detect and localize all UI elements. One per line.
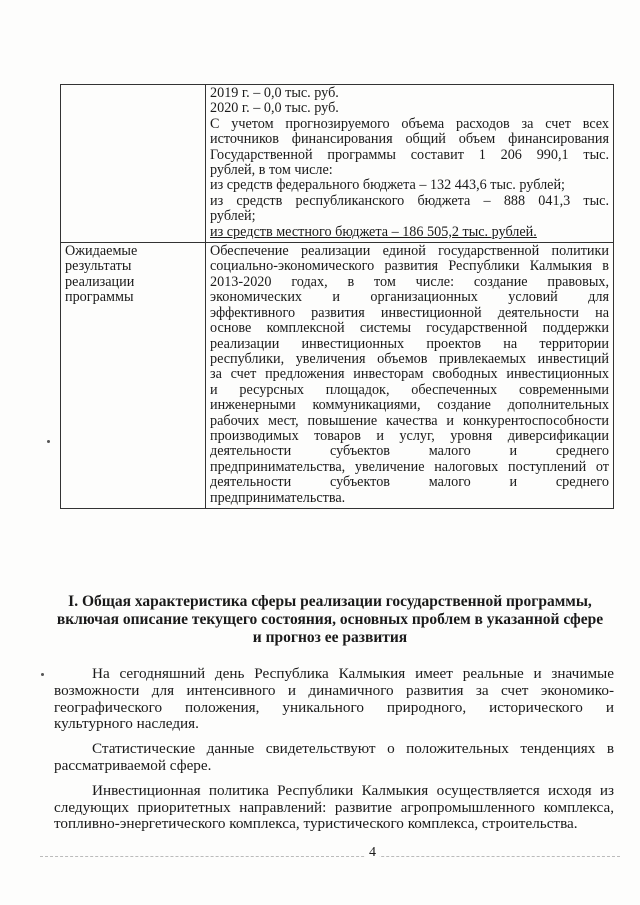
paragraph-line: рассматриваемой сфере. xyxy=(54,756,212,774)
result-line: республики, увеличения объемов привлекаемых инвестиций xyxy=(210,350,609,367)
paragraph-3 xyxy=(54,783,614,833)
paragraph-line: Инвестиционная политика Республики Калмыкия осуществляется исходя из xyxy=(92,781,614,799)
paragraph-line: следующих приоритетных направлений: развитие агропромышленного комплекса, xyxy=(54,798,614,816)
financing-line: 2019 г. – 0,0 тыс. руб. xyxy=(210,85,339,101)
result-line: 2013-2020 годах, в том числе: создание правовых, xyxy=(210,273,609,290)
paragraph-2 xyxy=(54,741,614,775)
financing-line: источников финансирования общий объем финансирования xyxy=(210,131,609,148)
result-line: социально-экономического развития Республики Калмыкия в xyxy=(210,258,609,275)
financing-line: из средств местного бюджета – 186 505,2 тыс. рублей. xyxy=(210,223,537,240)
result-line: эффективного развития инвестиционной деятельности на xyxy=(210,304,609,321)
table-label-cell-expected-results xyxy=(61,243,206,509)
result-line: и ресурсных площадок, обеспеченных современными xyxy=(210,381,609,398)
financing-line: рублей, в том числе: xyxy=(210,162,333,179)
program-passport-table xyxy=(60,84,614,509)
result-line: производимых товаров и услуг, уровня диверсификации xyxy=(210,427,609,444)
label-line: реализации xyxy=(65,273,135,290)
result-line: экономических и организационных условий для xyxy=(210,289,609,306)
result-line: основе комплексной системы государственной поддержки xyxy=(210,320,609,337)
table-value-cell-financing xyxy=(206,85,614,243)
table-value-cell-expected-results xyxy=(206,243,614,509)
paragraph-line: культурного наследия. xyxy=(54,715,199,733)
result-line: рабочих мест, повышение качества и конкурентоспособности xyxy=(210,412,609,429)
financing-line: 2020 г. – 0,0 тыс. руб. xyxy=(210,100,339,117)
financing-line: С учетом прогнозируемого объема расходов за счет всех xyxy=(210,115,609,132)
table-row-financing xyxy=(61,85,614,243)
paragraph-1 xyxy=(54,666,614,733)
scan-speck xyxy=(47,440,50,443)
section-heading-line: и прогноз ее развития xyxy=(252,629,408,646)
page-number: 4 xyxy=(366,845,379,861)
result-line: предпринимательства. xyxy=(210,489,346,506)
label-line: программы xyxy=(65,289,134,306)
paragraph-line: географического положения, уникального природного, исторического и xyxy=(54,698,614,716)
section-heading xyxy=(50,593,610,647)
paragraph-line: топливно-энергетического комплекса, туристического комплекса, строительства. xyxy=(54,815,578,833)
result-line: инженерными коммуникациями, создание дополнительных xyxy=(210,397,609,414)
paragraph-line: На сегодняшний день Республика Калмыкия имеет реальные и значимые xyxy=(92,665,614,682)
table-label-cell-empty xyxy=(61,85,206,243)
page-footer xyxy=(40,845,620,861)
paragraph-line: возможности для интенсивного и динамичного развития за счет экономико- xyxy=(54,681,614,699)
financing-line: из средств федерального бюджета – 132 443,6 тыс. рублей; xyxy=(210,177,565,194)
result-line: Обеспечение реализации единой государственной политики xyxy=(210,243,609,260)
label-line: Ожидаемые xyxy=(65,243,138,260)
result-line: предпринимательства, увеличение налоговых поступлений от xyxy=(210,458,609,475)
label-line: результаты xyxy=(65,258,132,275)
section-heading-line: I. Общая характеристика сферы реализации государственной программы, xyxy=(68,593,592,610)
body-text xyxy=(54,666,614,833)
result-line: реализации инвестиционных проектов на территории xyxy=(210,335,609,352)
result-line: за счет предложения инвесторам свободных инвестиционных xyxy=(210,366,609,383)
scan-speck xyxy=(41,673,44,676)
financing-line: Государственной программы составит 1 206 990,1 тыс. xyxy=(210,146,609,163)
footer-rule xyxy=(40,856,620,857)
result-line: деятельности субъектов малого и среднего xyxy=(210,474,609,491)
section-heading-line: включая описание текущего состояния, основных проблем в указанной сфере xyxy=(56,611,604,628)
financing-line: рублей; xyxy=(210,208,256,225)
result-line: деятельности субъектов малого и среднего xyxy=(210,443,609,460)
paragraph-line: Статистические данные свидетельствуют о положительных тенденциях в xyxy=(92,740,614,758)
financing-line: из средств республиканского бюджета – 888 041,3 тыс. xyxy=(210,192,609,209)
table-row-expected-results xyxy=(61,243,614,509)
